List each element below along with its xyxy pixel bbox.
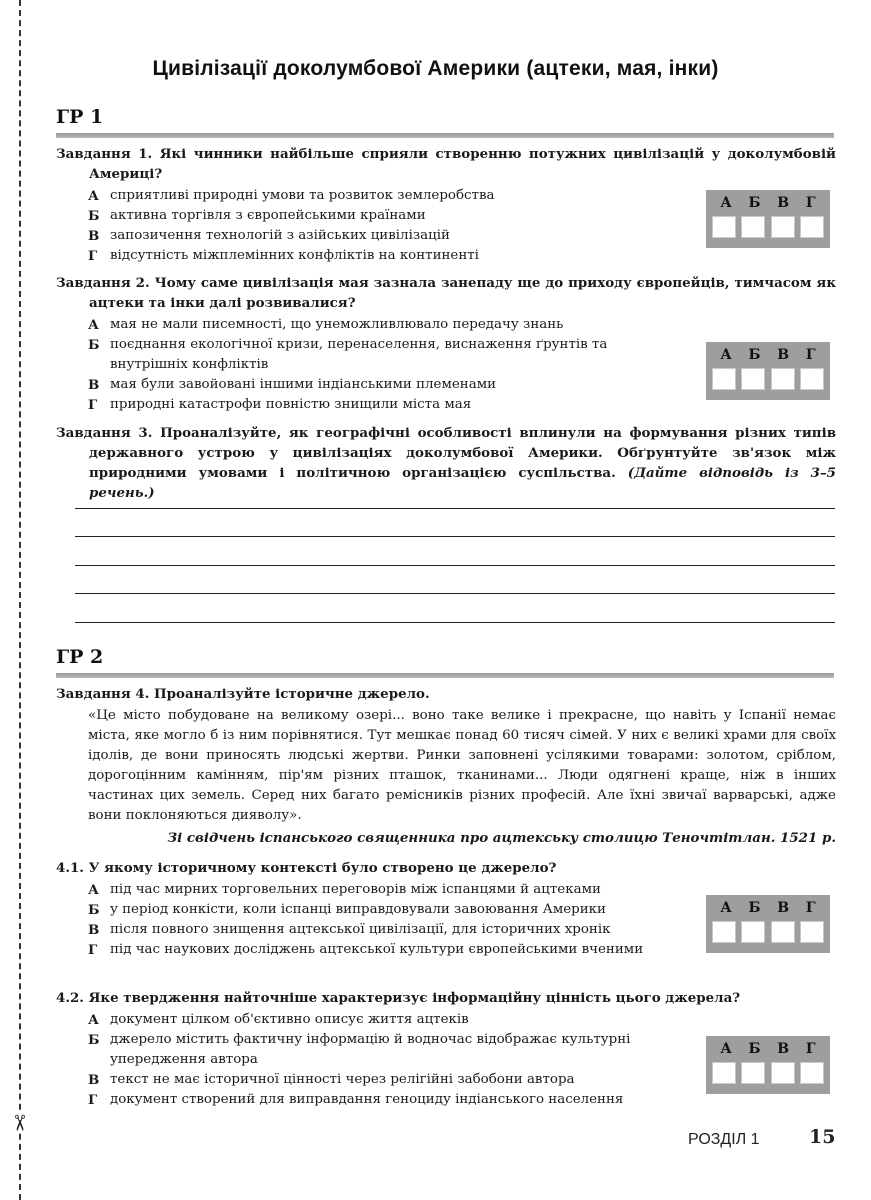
grid-letter: В [777,195,790,211]
answer-line-5[interactable] [75,622,835,623]
grid-letter: Б [748,900,761,916]
answer-cell-a[interactable] [712,216,736,238]
grid-letter: В [777,1041,790,1057]
option-letter: А [88,188,99,204]
grid-letter: Б [748,195,761,211]
option-letter: Б [88,1032,100,1048]
option-letter: В [88,922,100,938]
footer-section-label: РОЗДІЛ 1 [688,1131,760,1148]
task-question: Завдання 1. Які чинники найбільше сприяли створенню потужних цивілізацій у доколумбовій Америці? [56,146,836,182]
answer-cell-c[interactable] [771,368,795,390]
task-hint: (Дайте відповідь із 3–5 речень.) [89,465,836,501]
task-question-text: Завдання 3. Проаналізуйте, як географічні особливості вплинули на формування різних типів державного устрою у цивілізаціях доколумбової Америки. Обґрунтуйте зв'язок між природними умовами і політичною організацією суспільства. [56,425,836,481]
answer-cell-a[interactable] [712,1062,736,1084]
grid-letter: Г [805,347,816,363]
historical-source-quote: «Це місто побудоване на великому озері... воно таке велике і прекрасне, що навіть у Іспанії немає міста, яке могло б із ним порівнятися. Тут мешкає понад 60 тисяч сімей. У них є великі храми для своїх ідолів, де вони приносять людські жертви. Ринки заповнені усілякими товарами: золотом, сріблом, дорогоцінним камінням, пір'ям різних пташок, тканинами... Люди одягнені краще, ніж в інших частинах цих земель. Серед них багато ремісників різних професій. Але їхні звичаї варварські, адже вони поклоняються дияволу». [88,708,836,823]
grid-letter: А [720,347,732,363]
option-text: мая не мали писемності, що унеможливлювало передачу знань [110,317,564,332]
group-heading-1: ГР 1 [56,106,104,128]
grid-letter: А [720,900,732,916]
answer-cell-c[interactable] [771,1062,795,1084]
option-text: текст не має історичної цінності через релігійні забобони автора [110,1072,575,1087]
page-number: 15 [809,1126,836,1148]
option-letter: Г [88,942,98,958]
scissors-icon: ✂ [6,1113,32,1133]
answer-cell-a[interactable] [712,368,736,390]
option-letter: В [88,228,100,244]
grid-letter: Б [748,1041,761,1057]
option-text: мая були завойовані іншими індіанськими племенами [110,377,497,392]
answer-grid-task-4-1 [706,895,830,953]
answer-cell-d[interactable] [800,921,824,943]
answer-grid-task-2 [706,342,830,400]
answer-grid-task-4-2 [706,1036,830,1094]
section-divider [56,673,834,678]
option-letter: А [88,317,99,333]
task-question: Завдання 2. Чому саме цивілізація мая зазнала занепаду ще до приходу європейців, тимчасом як ацтеки та інки далі розвивалися? [56,275,836,311]
answer-cell-d[interactable] [800,216,824,238]
option-text: відсутність міжплемінних конфліктів на континенті [110,248,479,263]
option-text: поєднання екологічної кризи, перенаселення, виснаження ґрунтів та внутрішніх конфліктів [110,337,608,372]
answer-cell-b[interactable] [741,921,765,943]
answer-cell-b[interactable] [741,368,765,390]
answer-cell-c[interactable] [771,216,795,238]
answer-cell-d[interactable] [800,368,824,390]
grid-letter: В [777,900,790,916]
option-letter: А [88,882,99,898]
option-a [56,315,836,335]
grid-letter: А [720,195,732,211]
option-letter: А [88,1012,99,1028]
option-text: документ цілком об'єктивно описує життя ацтеків [110,1012,469,1027]
task-3 [56,423,836,503]
option-letter: Г [88,1092,98,1108]
answer-line-3[interactable] [75,565,835,566]
task-question: Завдання 4. Проаналізуйте історичне джерело. [56,686,430,702]
answer-cell-b[interactable] [741,1062,765,1084]
answer-cell-c[interactable] [771,921,795,943]
option-text: запозичення технологій з азійських цивілізацій [110,228,450,243]
page-title: Цивілізації доколумбової Америки (ацтеки, мая, інки) [152,57,719,80]
option-text: після повного знищення ацтекської цивілізації, для історичних хронік [110,922,611,937]
grid-letter: В [777,347,790,363]
option-text: природні катастрофи повністю знищили міста мая [110,397,472,412]
cut-line [19,0,21,1200]
answer-line-4[interactable] [75,593,835,594]
option-text: у період конкісти, коли іспанці виправдовували завоювання Америки [110,902,606,917]
task-4 [56,684,836,704]
grid-letter: А [720,1041,732,1057]
answer-grid-task-1 [706,190,830,248]
answer-line-2[interactable] [75,536,835,537]
option-letter: Б [88,902,100,918]
task-question: 4.1. У якому історичному контексті було створено це джерело? [56,860,557,876]
option-d [56,246,836,266]
option-text: активна торгівля з європейськими країнами [110,208,426,223]
section-divider [56,133,834,138]
answer-cell-d[interactable] [800,1062,824,1084]
grid-letter: Г [805,900,816,916]
answer-cell-b[interactable] [741,216,765,238]
source-citation: Зі свідчень іспанського священника про ацтекську столицю Теночтітлан. 1521 р. [167,830,836,846]
option-a [56,1010,836,1030]
option-text: під час мирних торговельних переговорів між іспанцями й ацтеками [110,882,601,897]
option-text: під час наукових досліджень ацтекської культури європейськими вченими [110,942,644,957]
option-letter: В [88,1072,100,1088]
grid-letter: Б [748,347,761,363]
option-letter: Б [88,337,100,353]
option-text: джерело містить фактичну інформацію й водночас відображає культурні упередження автора [110,1032,631,1067]
answer-line-1[interactable] [75,508,835,509]
option-letter: Б [88,208,100,224]
grid-letter: Г [805,195,816,211]
grid-letter: Г [805,1041,816,1057]
option-letter: Г [88,397,98,413]
option-letter: В [88,377,100,393]
task-question: 4.2. Яке твердження найточніше характеризує інформаційну цінність цього джерела? [56,990,741,1006]
group-heading-2: ГР 2 [56,646,104,668]
answer-cell-a[interactable] [712,921,736,943]
option-text: сприятливі природні умови та розвиток землеробства [110,188,495,203]
task-question [56,423,836,503]
option-letter: Г [88,248,98,264]
option-text: документ створений для виправдання геноциду індіанського населення [110,1092,624,1107]
